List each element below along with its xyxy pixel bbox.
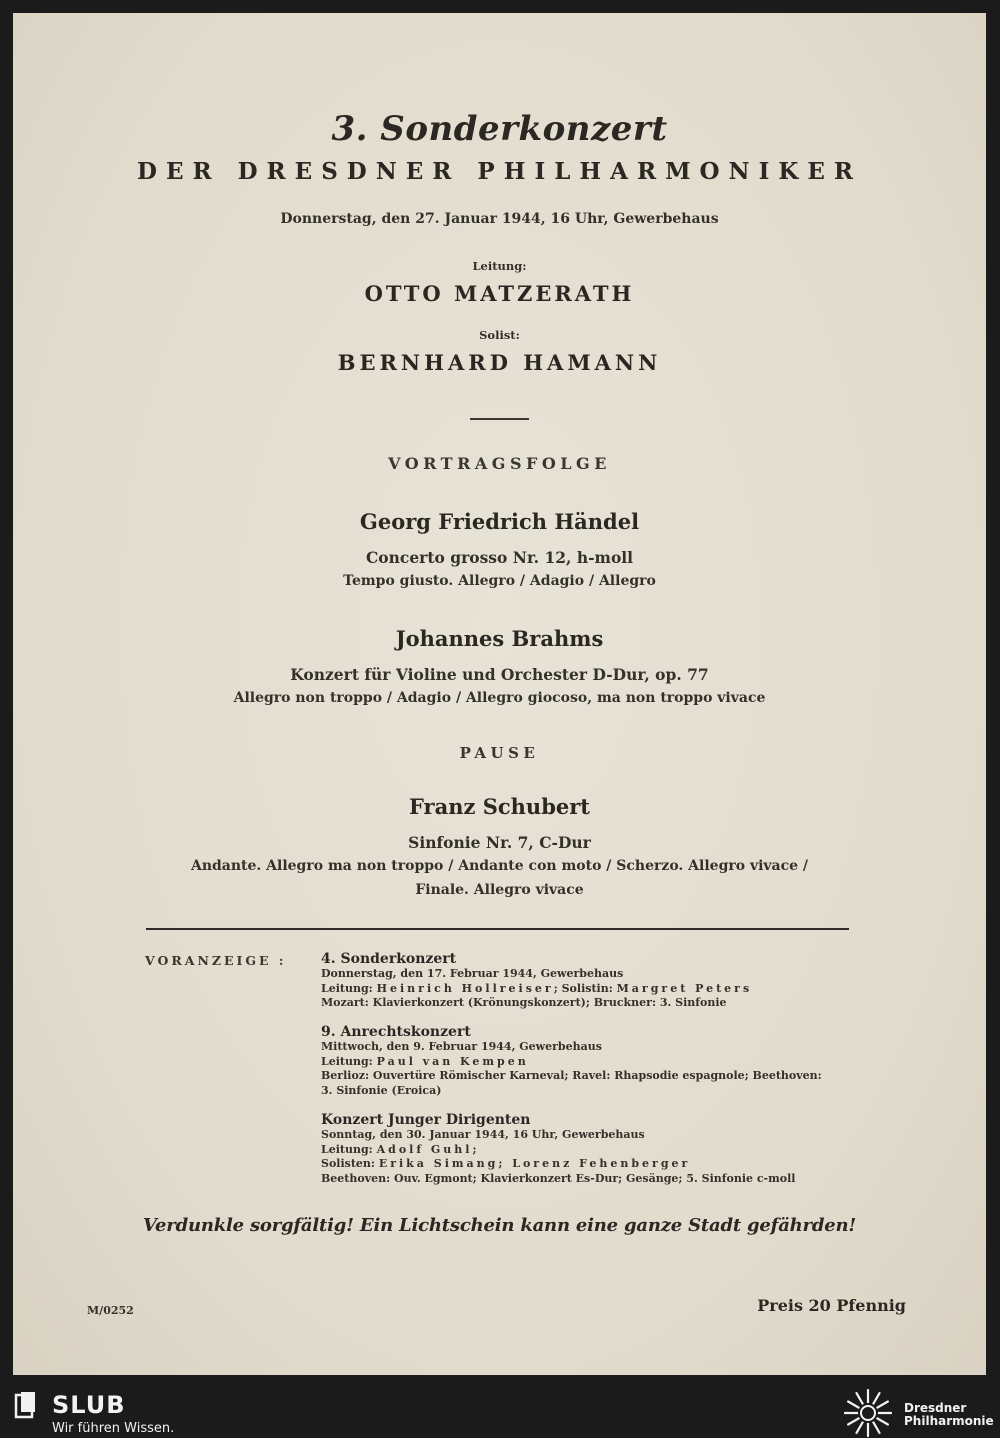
slub-logo-icon bbox=[14, 1391, 38, 1421]
slub-name: SLUB bbox=[52, 1391, 126, 1419]
soloist-label: Solist: bbox=[479, 328, 520, 342]
preview-event-title: Konzert Junger Dirigenten bbox=[321, 1112, 531, 1128]
soloist-name: Margret Peters bbox=[616, 981, 753, 995]
movements-haendel: Tempo giusto. Allegro / Adagio / Allegro bbox=[343, 573, 656, 589]
preview-event-program: Berlioz: Ouvertüre Römischer Karneval; Ravel: Rhapsodie espagnole; Beethoven: bbox=[321, 1069, 822, 1082]
orchestra-name: DER DRESDNER PHILHARMONIKER bbox=[137, 158, 862, 185]
program-heading: VORTRAGSFOLGE bbox=[388, 454, 611, 473]
lead-prefix: Leitung: bbox=[321, 1142, 373, 1156]
preview-label: VORANZEIGE : bbox=[145, 953, 287, 968]
movements-schubert-2: Finale. Allegro vivace bbox=[415, 882, 584, 898]
composer-brahms: Johannes Brahms bbox=[395, 626, 604, 651]
lead-name: Adolf Guhl; bbox=[376, 1142, 480, 1156]
conductor-label: Leitung: bbox=[472, 259, 527, 273]
soloists-names: Erika Simang; Lorenz Fehenberger bbox=[378, 1157, 691, 1170]
movements-schubert-1: Andante. Allegro ma non troppo / Andante con moto / Scherzo. Allegro vivace / bbox=[190, 858, 809, 874]
preview-event bbox=[321, 1024, 881, 1098]
preview-event-title: 9. Anrechtskonzert bbox=[321, 1024, 471, 1040]
divider-long bbox=[146, 928, 849, 930]
preview-event-date: Donnerstag, den 17. Februar 1944, Gewerbehaus bbox=[321, 967, 624, 980]
price: Preis 20 Pfennig bbox=[757, 1296, 906, 1315]
preview-event-date: Mittwoch, den 9. Februar 1944, Gewerbehaus bbox=[321, 1040, 602, 1053]
preview-event-lead bbox=[321, 982, 881, 997]
program-sheet bbox=[13, 13, 986, 1375]
preview-event bbox=[321, 1112, 881, 1186]
conductor-name: OTTO MATZERATH bbox=[364, 281, 635, 306]
pause-label: PAUSE bbox=[459, 744, 540, 762]
lead-sep: ; Solistin: bbox=[553, 981, 613, 995]
preview-event-program: 3. Sinfonie (Eroica) bbox=[321, 1083, 442, 1097]
preview-event-program: Mozart: Klavierkonzert (Krönungskonzert); Bruckner: 3. Sinfonie bbox=[321, 996, 727, 1009]
philharmonie-line1: Dresdner bbox=[904, 1401, 967, 1415]
lead-name: Heinrich Hollreiser bbox=[376, 981, 554, 995]
movements-brahms: Allegro non troppo / Adagio / Allegro giocoso, ma non troppo vivace bbox=[233, 690, 766, 706]
preview-event-lead bbox=[321, 1055, 881, 1070]
blackout-slogan: Verdunkle sorgfältig! Ein Lichtschein kann eine ganze Stadt gefährden! bbox=[142, 1215, 857, 1236]
footer-bar bbox=[0, 1388, 1000, 1438]
work-schubert: Sinfonie Nr. 7, C-Dur bbox=[408, 833, 591, 852]
work-haendel: Concerto grosso Nr. 12, h-moll bbox=[365, 548, 634, 567]
concert-title: 3. Sonderkonzert bbox=[331, 109, 668, 149]
preview-event bbox=[321, 951, 881, 1011]
concert-date: Donnerstag, den 27. Januar 1944, 16 Uhr, Gewerbehaus bbox=[280, 211, 719, 227]
lead-prefix: Leitung: bbox=[321, 981, 373, 995]
lead-name: Paul van Kempen bbox=[376, 1054, 529, 1068]
work-brahms: Konzert für Violine und Orchester D-Dur, op. 77 bbox=[290, 665, 709, 684]
composer-schubert: Franz Schubert bbox=[408, 794, 590, 819]
divider-short bbox=[470, 418, 529, 420]
lead-prefix: Leitung: bbox=[321, 1054, 373, 1068]
preview-event-soloists bbox=[321, 1157, 881, 1172]
philharmonie-logo-icon bbox=[842, 1388, 894, 1438]
philharmonie-name bbox=[904, 1402, 994, 1428]
soloist-name: BERNHARD HAMANN bbox=[337, 350, 662, 375]
preview-event-program: Beethoven: Ouv. Egmont; Klavierkonzert Es-Dur; Gesänge; 5. Sinfonie c-moll bbox=[321, 1171, 796, 1185]
print-code: M/0252 bbox=[87, 1304, 134, 1317]
soloists-prefix: Solisten: bbox=[321, 1157, 375, 1170]
preview-event-date: Sonntag, den 30. Januar 1944, 16 Uhr, Gewerbehaus bbox=[321, 1128, 645, 1141]
composer-haendel: Georg Friedrich Händel bbox=[359, 509, 640, 534]
preview-event-title: 4. Sonderkonzert bbox=[321, 951, 457, 967]
preview-event-lead bbox=[321, 1143, 881, 1158]
philharmonie-line2: Philharmonie bbox=[904, 1414, 994, 1428]
slub-tagline: Wir führen Wissen. bbox=[52, 1421, 175, 1436]
